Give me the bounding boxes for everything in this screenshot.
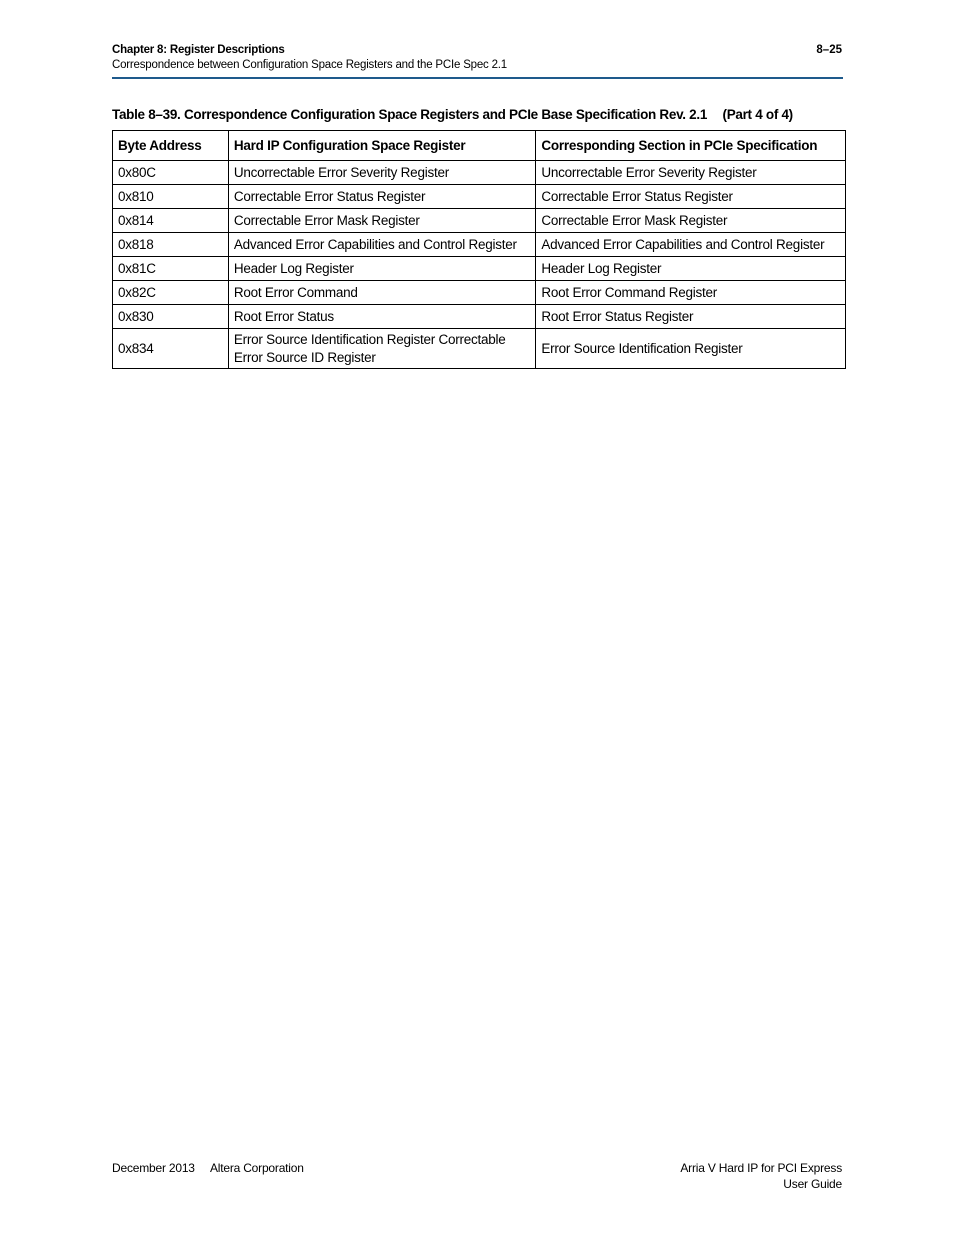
spec-section-cell: Correctable Error Mask Register bbox=[536, 209, 846, 233]
footer-company: Altera Corporation bbox=[209, 1161, 304, 1175]
table-row bbox=[113, 329, 846, 369]
register-cell: Correctable Error Mask Register bbox=[228, 209, 536, 233]
register-table bbox=[112, 130, 846, 369]
byte-address-cell: 0x81C bbox=[113, 257, 229, 281]
table-caption bbox=[112, 107, 793, 122]
byte-address-cell: 0x810 bbox=[113, 185, 229, 209]
spec-section-cell: Header Log Register bbox=[536, 257, 846, 281]
column-header-byte-address: Byte Address bbox=[113, 131, 229, 161]
spec-section-cell: Root Error Command Register bbox=[536, 281, 846, 305]
byte-address-cell: 0x814 bbox=[113, 209, 229, 233]
table-header-row bbox=[113, 131, 846, 161]
register-cell: Correctable Error Status Register bbox=[228, 185, 536, 209]
spec-section-cell: Uncorrectable Error Severity Register bbox=[536, 161, 846, 185]
register-cell: Advanced Error Capabilities and Control Register bbox=[228, 233, 536, 257]
byte-address-cell: 0x830 bbox=[113, 305, 229, 329]
byte-address-cell: 0x818 bbox=[113, 233, 229, 257]
register-cell: Header Log Register bbox=[228, 257, 536, 281]
page-header bbox=[112, 42, 842, 73]
spec-section-cell: Root Error Status Register bbox=[536, 305, 846, 329]
table-row bbox=[113, 185, 846, 209]
table-row bbox=[113, 209, 846, 233]
table-row bbox=[113, 257, 846, 281]
spec-section-cell: Error Source Identification Register bbox=[536, 329, 846, 369]
register-cell: Root Error Status bbox=[228, 305, 536, 329]
table-caption-title: Table 8–39. Correspondence Configuration Space Registers and PCIe Base Specification Rev. 2.1 bbox=[112, 107, 708, 122]
register-cell: Root Error Command bbox=[228, 281, 536, 305]
page-number: 8–25 bbox=[816, 44, 842, 56]
table-caption-part: (Part 4 of 4) bbox=[722, 107, 793, 122]
register-cell: Uncorrectable Error Severity Register bbox=[228, 161, 536, 185]
byte-address-cell: 0x834 bbox=[113, 329, 229, 369]
column-header-pcie-section: Corresponding Section in PCIe Specification bbox=[536, 131, 846, 161]
column-header-hard-ip-register: Hard IP Configuration Space Register bbox=[228, 131, 536, 161]
table-row bbox=[113, 161, 846, 185]
footer-doc-title: Arria V Hard IP for PCI Express bbox=[680, 1161, 842, 1175]
chapter-title: Chapter 8: Register Descriptions bbox=[112, 44, 285, 56]
page-footer-left bbox=[112, 1160, 304, 1176]
byte-address-cell: 0x80C bbox=[113, 161, 229, 185]
table-row bbox=[113, 233, 846, 257]
table-row bbox=[113, 281, 846, 305]
page-footer-right bbox=[680, 1160, 842, 1192]
spec-section-cell: Correctable Error Status Register bbox=[536, 185, 846, 209]
section-subheading: Correspondence between Configuration Space Registers and the PCIe Spec 2.1 bbox=[112, 59, 507, 71]
header-rule bbox=[112, 77, 843, 79]
byte-address-cell: 0x82C bbox=[113, 281, 229, 305]
register-cell: Error Source Identification Register Correctable Error Source ID Register bbox=[228, 329, 536, 369]
spec-section-cell: Advanced Error Capabilities and Control Register bbox=[536, 233, 846, 257]
footer-date: December 2013 bbox=[112, 1161, 195, 1175]
table-row bbox=[113, 305, 846, 329]
footer-doc-type: User Guide bbox=[783, 1177, 842, 1191]
